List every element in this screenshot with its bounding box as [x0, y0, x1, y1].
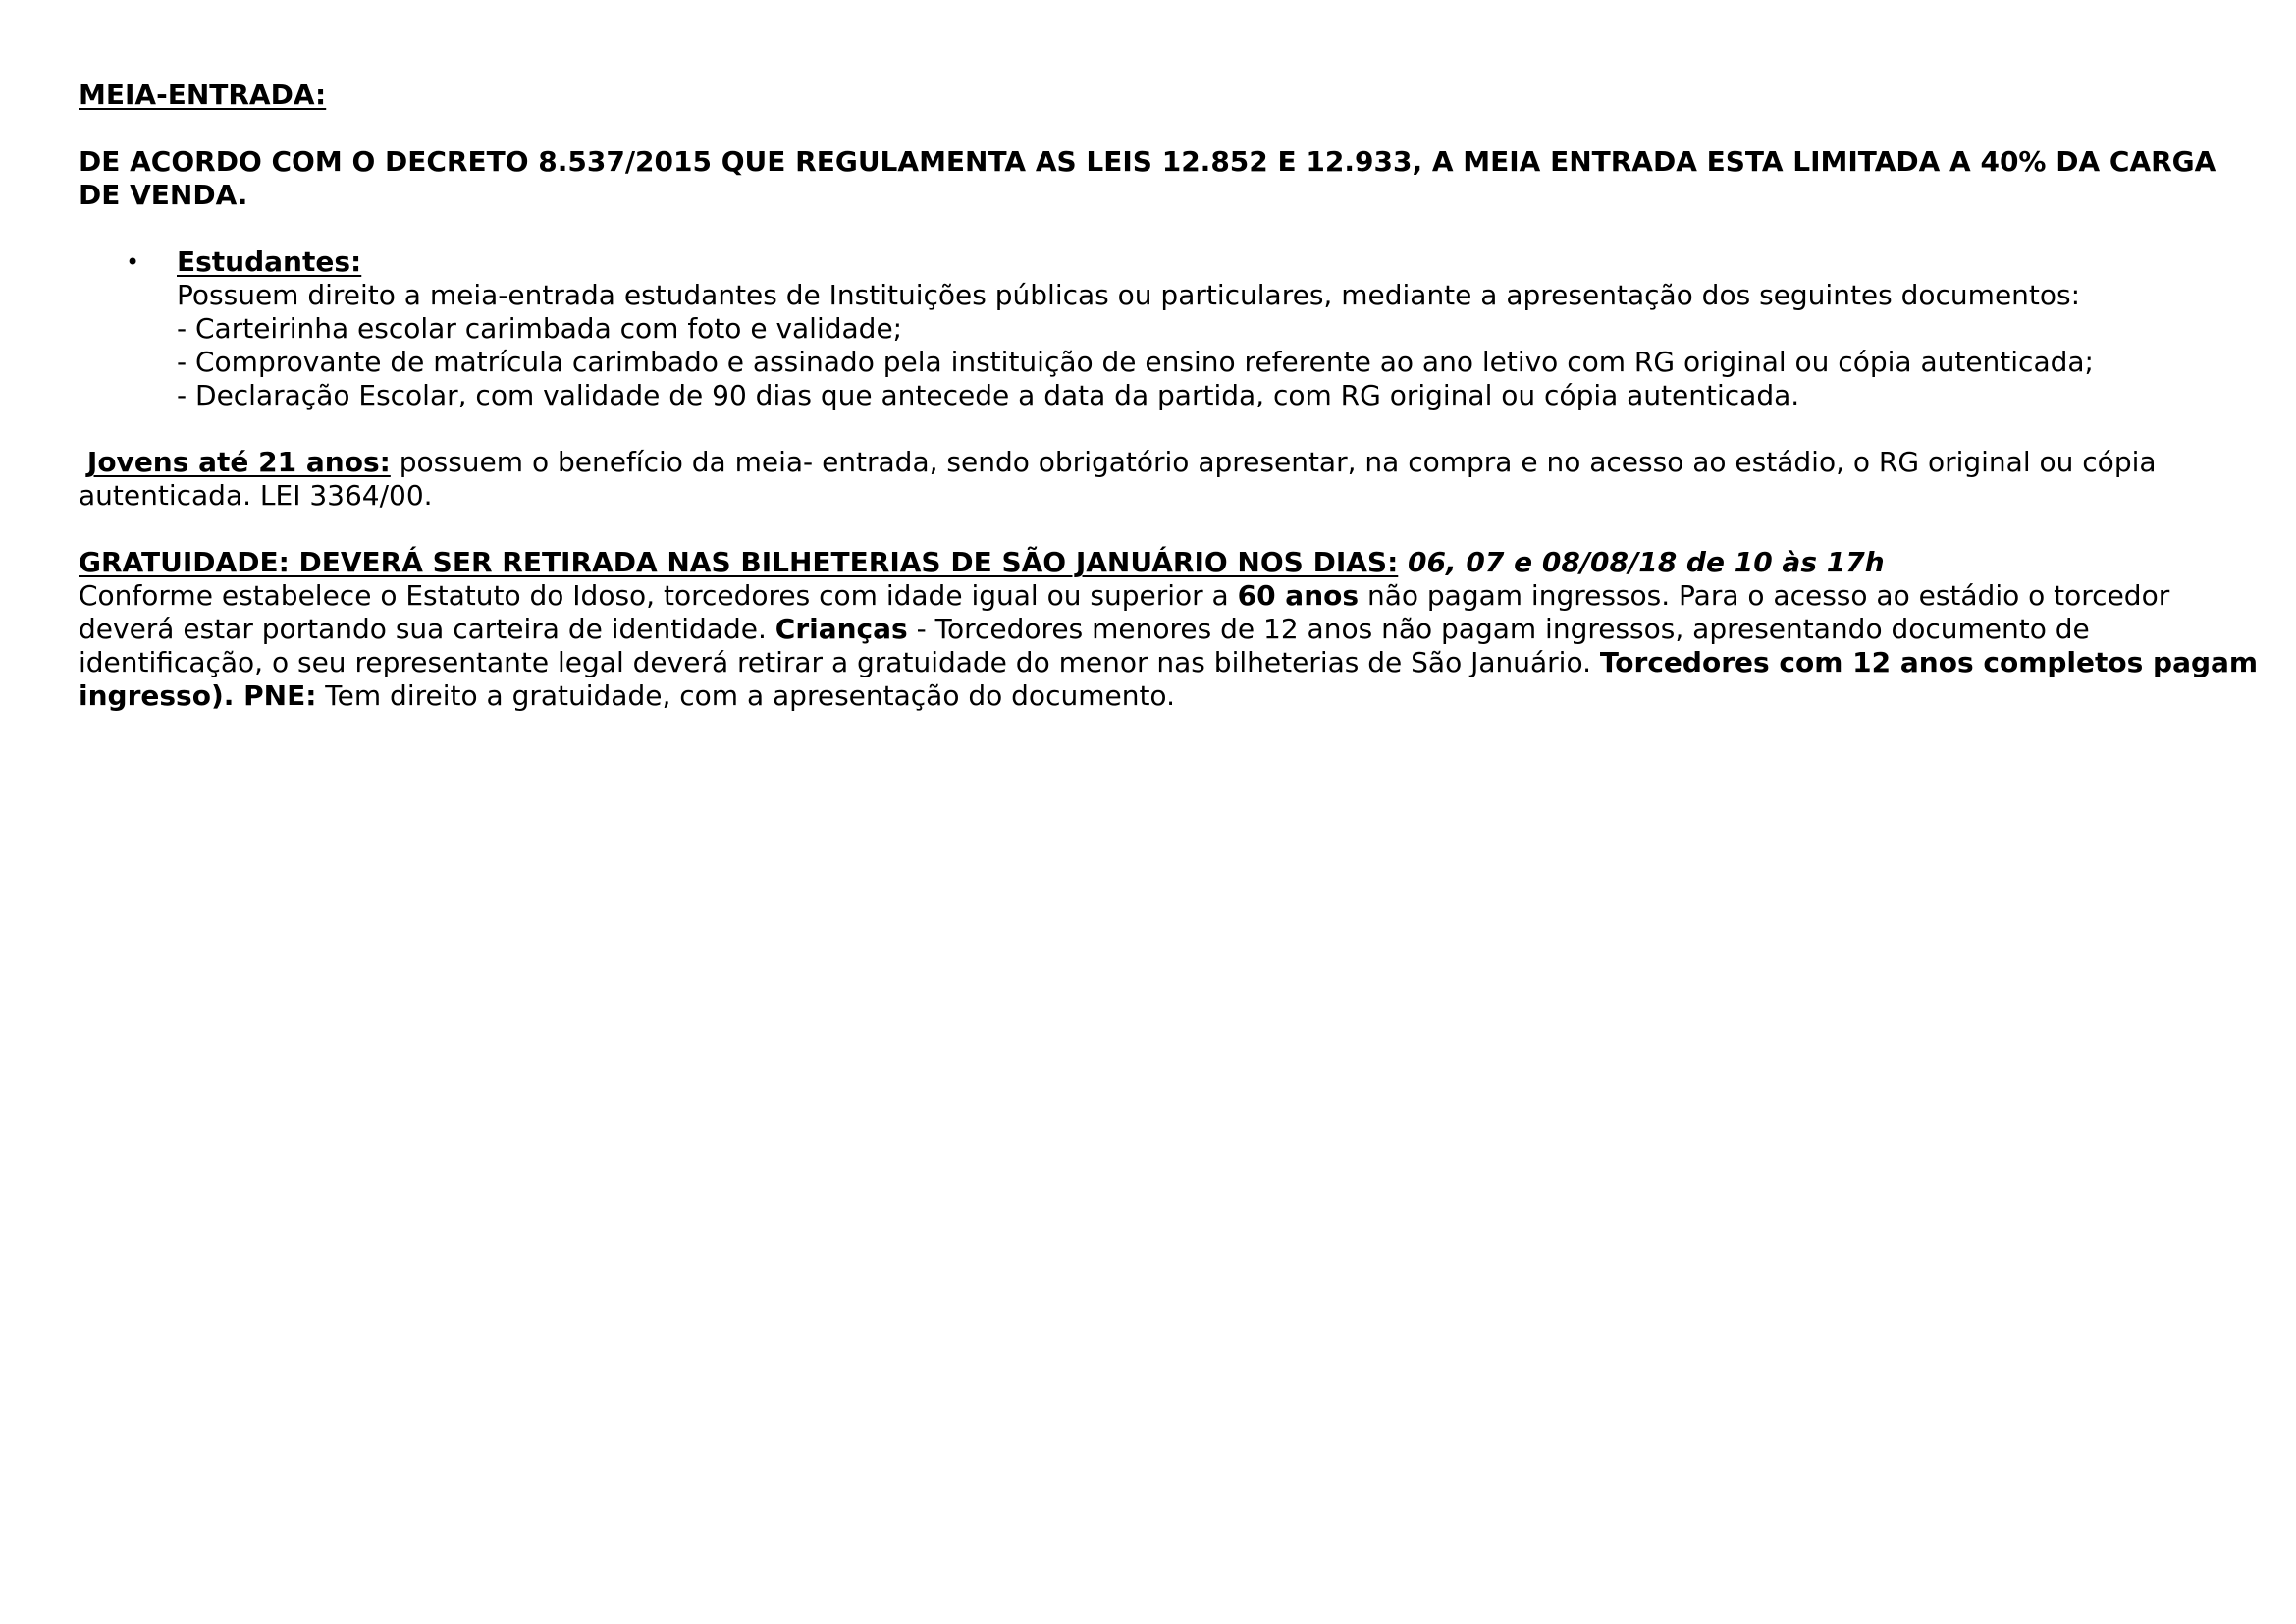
meia-entrada-heading: [79, 79, 2268, 112]
gratuidade-12-anos: Torcedores com 12 anos completos pagam: [1599, 646, 2259, 678]
gratuidade-paragraph: [79, 546, 2268, 713]
jovens-text-2: autenticada. LEI 3364/00.: [79, 479, 433, 512]
meia-entrada-title: MEIA-ENTRADA:: [79, 79, 327, 111]
spacer: [79, 412, 2268, 446]
decree-line-2: DE VENDA.: [79, 179, 248, 211]
gratuidade-line-2a: deverá estar portando sua carteira de identidade.: [79, 613, 775, 645]
jovens-text-1: possuem o benefício da meia- entrada, sendo obrigatório apresentar, na compra e no acesso ao estádio, o RG original ou cópia: [390, 446, 2157, 478]
spacer: [79, 212, 2268, 245]
estudantes-title: Estudantes:: [177, 245, 362, 278]
estudantes-document-1: - Carteirinha escolar carimbada com foto e validade;: [177, 312, 903, 345]
estudantes-document-3: - Declaração Escolar, com validade de 90 dias que antecede a data da partida, com RG original ou cópia autenticada.: [177, 379, 1800, 411]
estudantes-document-2: - Comprovante de matrícula carimbado e assinado pela instituição de ensino referente ao ano letivo com RG original ou cópia autenticada;: [177, 346, 2094, 378]
gratuidade-dates: 06, 07 e 08/08/18 de 10 às 17h: [1398, 546, 1885, 578]
jovens-paragraph: [79, 446, 2268, 513]
gratuidade-line-1a: Conforme estabelece o Estatuto do Idoso, torcedores com idade igual ou superior a: [79, 579, 1238, 612]
decree-line-1: DE ACORDO COM O DECRETO 8.537/2015 QUE REGULAMENTA AS LEIS 12.852 E 12.933, A MEIA ENTRADA ESTA LIMITADA A 40% DA CARGA: [79, 145, 2216, 178]
gratuidade-line-2b: - Torcedores menores de 12 anos não pagam ingressos, apresentando documento de: [907, 613, 2090, 645]
spacer: [79, 513, 2268, 546]
gratuidade-line-4b: Tem direito a gratuidade, com a apresentação do documento.: [316, 679, 1175, 712]
decree-paragraph: [79, 145, 2268, 212]
spacer: [79, 112, 2268, 145]
estudantes-list-item: [79, 245, 2268, 412]
jovens-title: Jovens até 21 anos:: [86, 446, 391, 478]
gratuidade-pne: ingresso). PNE:: [79, 679, 317, 712]
gratuidade-line-3a: identificação, o seu representante legal deverá retirar a gratuidade do menor nas bilheterias de São Januário.: [79, 646, 1600, 678]
gratuidade-60-anos: 60 anos: [1237, 579, 1360, 612]
gratuidade-line-1b: não pagam ingressos. Para o acesso ao estádio o torcedor: [1359, 579, 2170, 612]
estudantes-intro: Possuem direito a meia-entrada estudantes de Instituições públicas ou particulares, mediante a apresentação dos seguintes documentos:: [177, 279, 2081, 311]
document-page: [79, 79, 2268, 713]
bullet-icon: •: [126, 248, 140, 276]
gratuidade-criancas: Crianças: [774, 613, 908, 645]
gratuidade-heading: GRATUIDADE: DEVERÁ SER RETIRADA NAS BILHETERIAS DE SÃO JANUÁRIO NOS DIAS:: [79, 546, 1399, 578]
